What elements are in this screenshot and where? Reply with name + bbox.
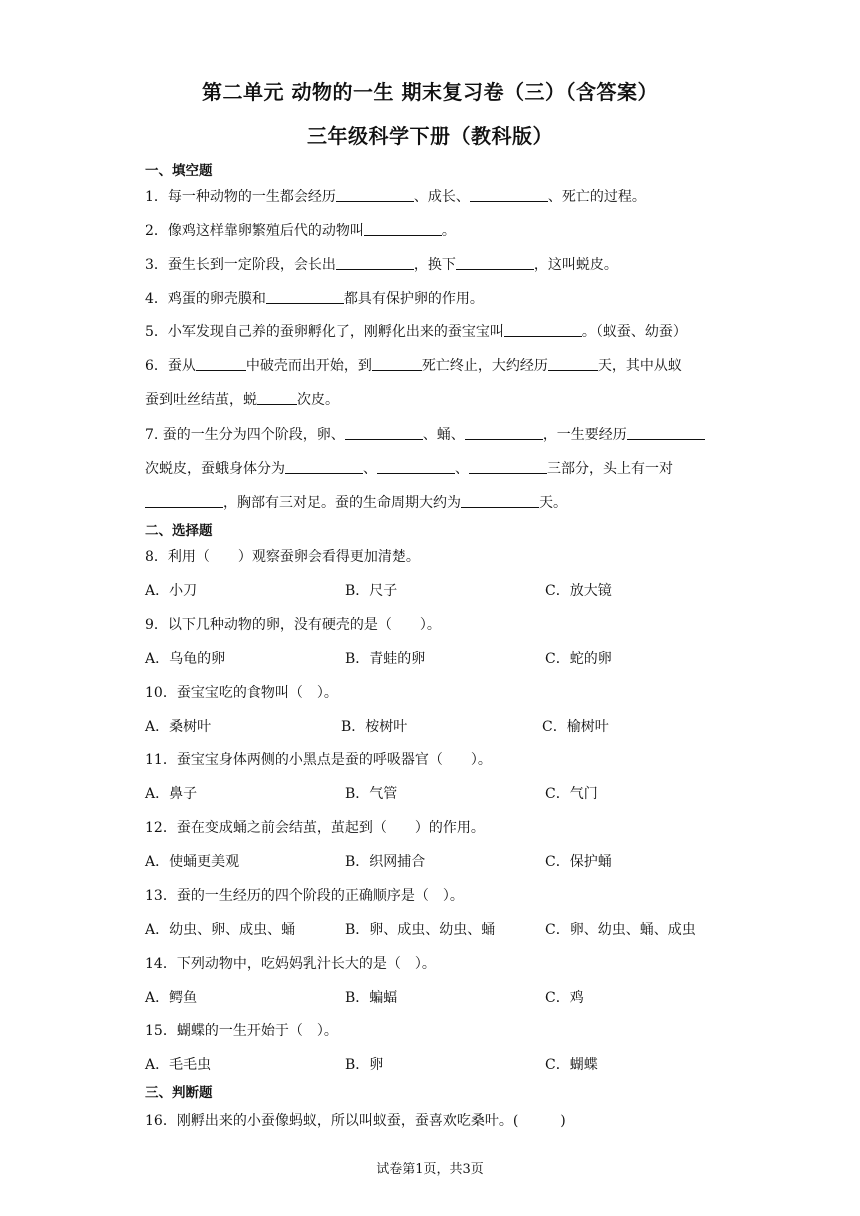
answer-blank[interactable]: [336, 255, 414, 270]
option-b[interactable]: B．气管: [345, 786, 398, 802]
question-12: 12．蚕在变成蛹之前会结茧，茧起到（ ）的作用。: [145, 820, 485, 836]
question-15: 15．蝴蝶的一生开始于（ ）。: [145, 1023, 338, 1039]
option-c[interactable]: C．榆树叶: [542, 719, 609, 735]
answer-blank[interactable]: [285, 459, 363, 474]
answer-blank[interactable]: [266, 289, 344, 304]
question-11: 11．蚕宝宝身体两侧的小黑点是蚕的呼吸器官（ ）。: [145, 752, 492, 768]
option-c[interactable]: C．蝴蝶: [545, 1057, 598, 1073]
option-b[interactable]: B．尺子: [345, 583, 398, 599]
page-title: 第二单元 动物的一生 期末复习卷（三）（含答案）: [202, 80, 658, 104]
answer-blank[interactable]: [456, 255, 534, 270]
option-b[interactable]: B．桉树叶: [341, 719, 408, 735]
question-13: 13．蚕的一生经历的四个阶段的正确顺序是（ ）。: [145, 888, 464, 904]
section-choice-heading: 二、选择题: [145, 523, 213, 539]
answer-blank[interactable]: [196, 356, 246, 371]
option-a[interactable]: A．桑树叶: [145, 719, 212, 735]
option-c[interactable]: C．保护蛹: [545, 854, 612, 870]
option-b[interactable]: B．织网捕合: [345, 854, 426, 870]
answer-blank[interactable]: [145, 493, 223, 508]
question-6-line-1: 6．蚕从 中破壳而出开始，到 死亡终止，大约经历 天，其中从蚁: [145, 358, 682, 374]
question-9: 9．以下几种动物的卵，没有硬壳的是（ ）。: [145, 617, 441, 633]
question-10: 10．蚕宝宝吃的食物叫（ ）。: [145, 685, 338, 701]
option-b[interactable]: B．青蛙的卵: [345, 651, 426, 667]
option-a[interactable]: A．乌龟的卵: [145, 651, 226, 667]
option-c[interactable]: C．放大镜: [545, 583, 612, 599]
question-4: 4．鸡蛋的卵壳膜和 都具有保护卵的作用。: [145, 291, 484, 307]
page-subtitle: 三年级科学下册（教科版）: [307, 124, 553, 148]
answer-blank[interactable]: [548, 356, 598, 371]
answer-blank[interactable]: [470, 187, 548, 202]
question-7-line-1: 7. 蚕的一生分为四个阶段，卵、 、蛹、 ，一生要经历: [145, 424, 720, 444]
option-b[interactable]: B．卵: [345, 1057, 384, 1073]
option-b[interactable]: B．蝙蝠: [345, 990, 398, 1006]
page-footer: 试卷第1页，共3页: [376, 1162, 484, 1177]
question-16: 16．刚孵出来的小蚕像蚂蚁，所以叫蚁蚕，蚕喜欢吃桑叶。( ): [145, 1113, 566, 1129]
section-judge-heading: 三、判断题: [145, 1085, 213, 1101]
question-7-line-2: 次蜕皮，蚕蛾身体分为 、 、 三部分，头上有一对: [145, 461, 673, 477]
option-a[interactable]: A．鼻子: [145, 786, 198, 802]
section-fill-heading: 一、填空题: [145, 163, 213, 179]
option-c[interactable]: C．气门: [545, 786, 598, 802]
answer-blank[interactable]: [465, 425, 543, 440]
question-2: 2．像鸡这样靠卵繁殖后代的动物叫 。: [145, 223, 456, 239]
answer-blank[interactable]: [461, 493, 539, 508]
question-5: 5．小军发现自己养的蚕卵孵化了，刚孵化出来的蚕宝宝叫 。（蚁蚕、幼蚕）: [145, 324, 687, 340]
option-a[interactable]: A．使蛹更美观: [145, 854, 240, 870]
option-c[interactable]: C．鸡: [545, 990, 584, 1006]
option-a[interactable]: A．毛毛虫: [145, 1057, 212, 1073]
question-7-line-3: ，胸部有三对足。蚕的生命周期大约为 天。: [145, 492, 720, 512]
answer-blank[interactable]: [336, 187, 414, 202]
answer-blank[interactable]: [257, 390, 297, 405]
answer-blank[interactable]: [377, 459, 455, 474]
answer-blank[interactable]: [345, 425, 423, 440]
option-c[interactable]: C．蛇的卵: [545, 651, 612, 667]
answer-blank[interactable]: [372, 356, 422, 371]
answer-blank[interactable]: [504, 322, 582, 337]
answer-blank[interactable]: [469, 459, 547, 474]
question-8: 8．利用（ ）观察蚕卵会看得更加清楚。: [145, 549, 420, 565]
option-c[interactable]: C．卵、幼虫、蛹、成虫: [545, 922, 696, 938]
question-6-line-2: 蚕到吐丝结茧，蜕 次皮。: [145, 392, 339, 408]
question-14: 14．下列动物中，吃妈妈乳汁长大的是（ ）。: [145, 956, 436, 972]
option-a[interactable]: A．幼虫、卵、成虫、蛹: [145, 922, 296, 938]
question-3: 3．蚕生长到一定阶段，会长出 ，换下 ，这叫蜕皮。: [145, 257, 618, 273]
answer-blank[interactable]: [627, 425, 705, 440]
option-a[interactable]: A．鳄鱼: [145, 990, 198, 1006]
question-1: 1．每一种动物的一生都会经历 、成长、 、死亡的过程。: [145, 189, 646, 205]
option-a[interactable]: A．小刀: [145, 583, 198, 599]
option-b[interactable]: B．卵、成虫、幼虫、蛹: [345, 922, 496, 938]
answer-blank[interactable]: [364, 221, 442, 236]
